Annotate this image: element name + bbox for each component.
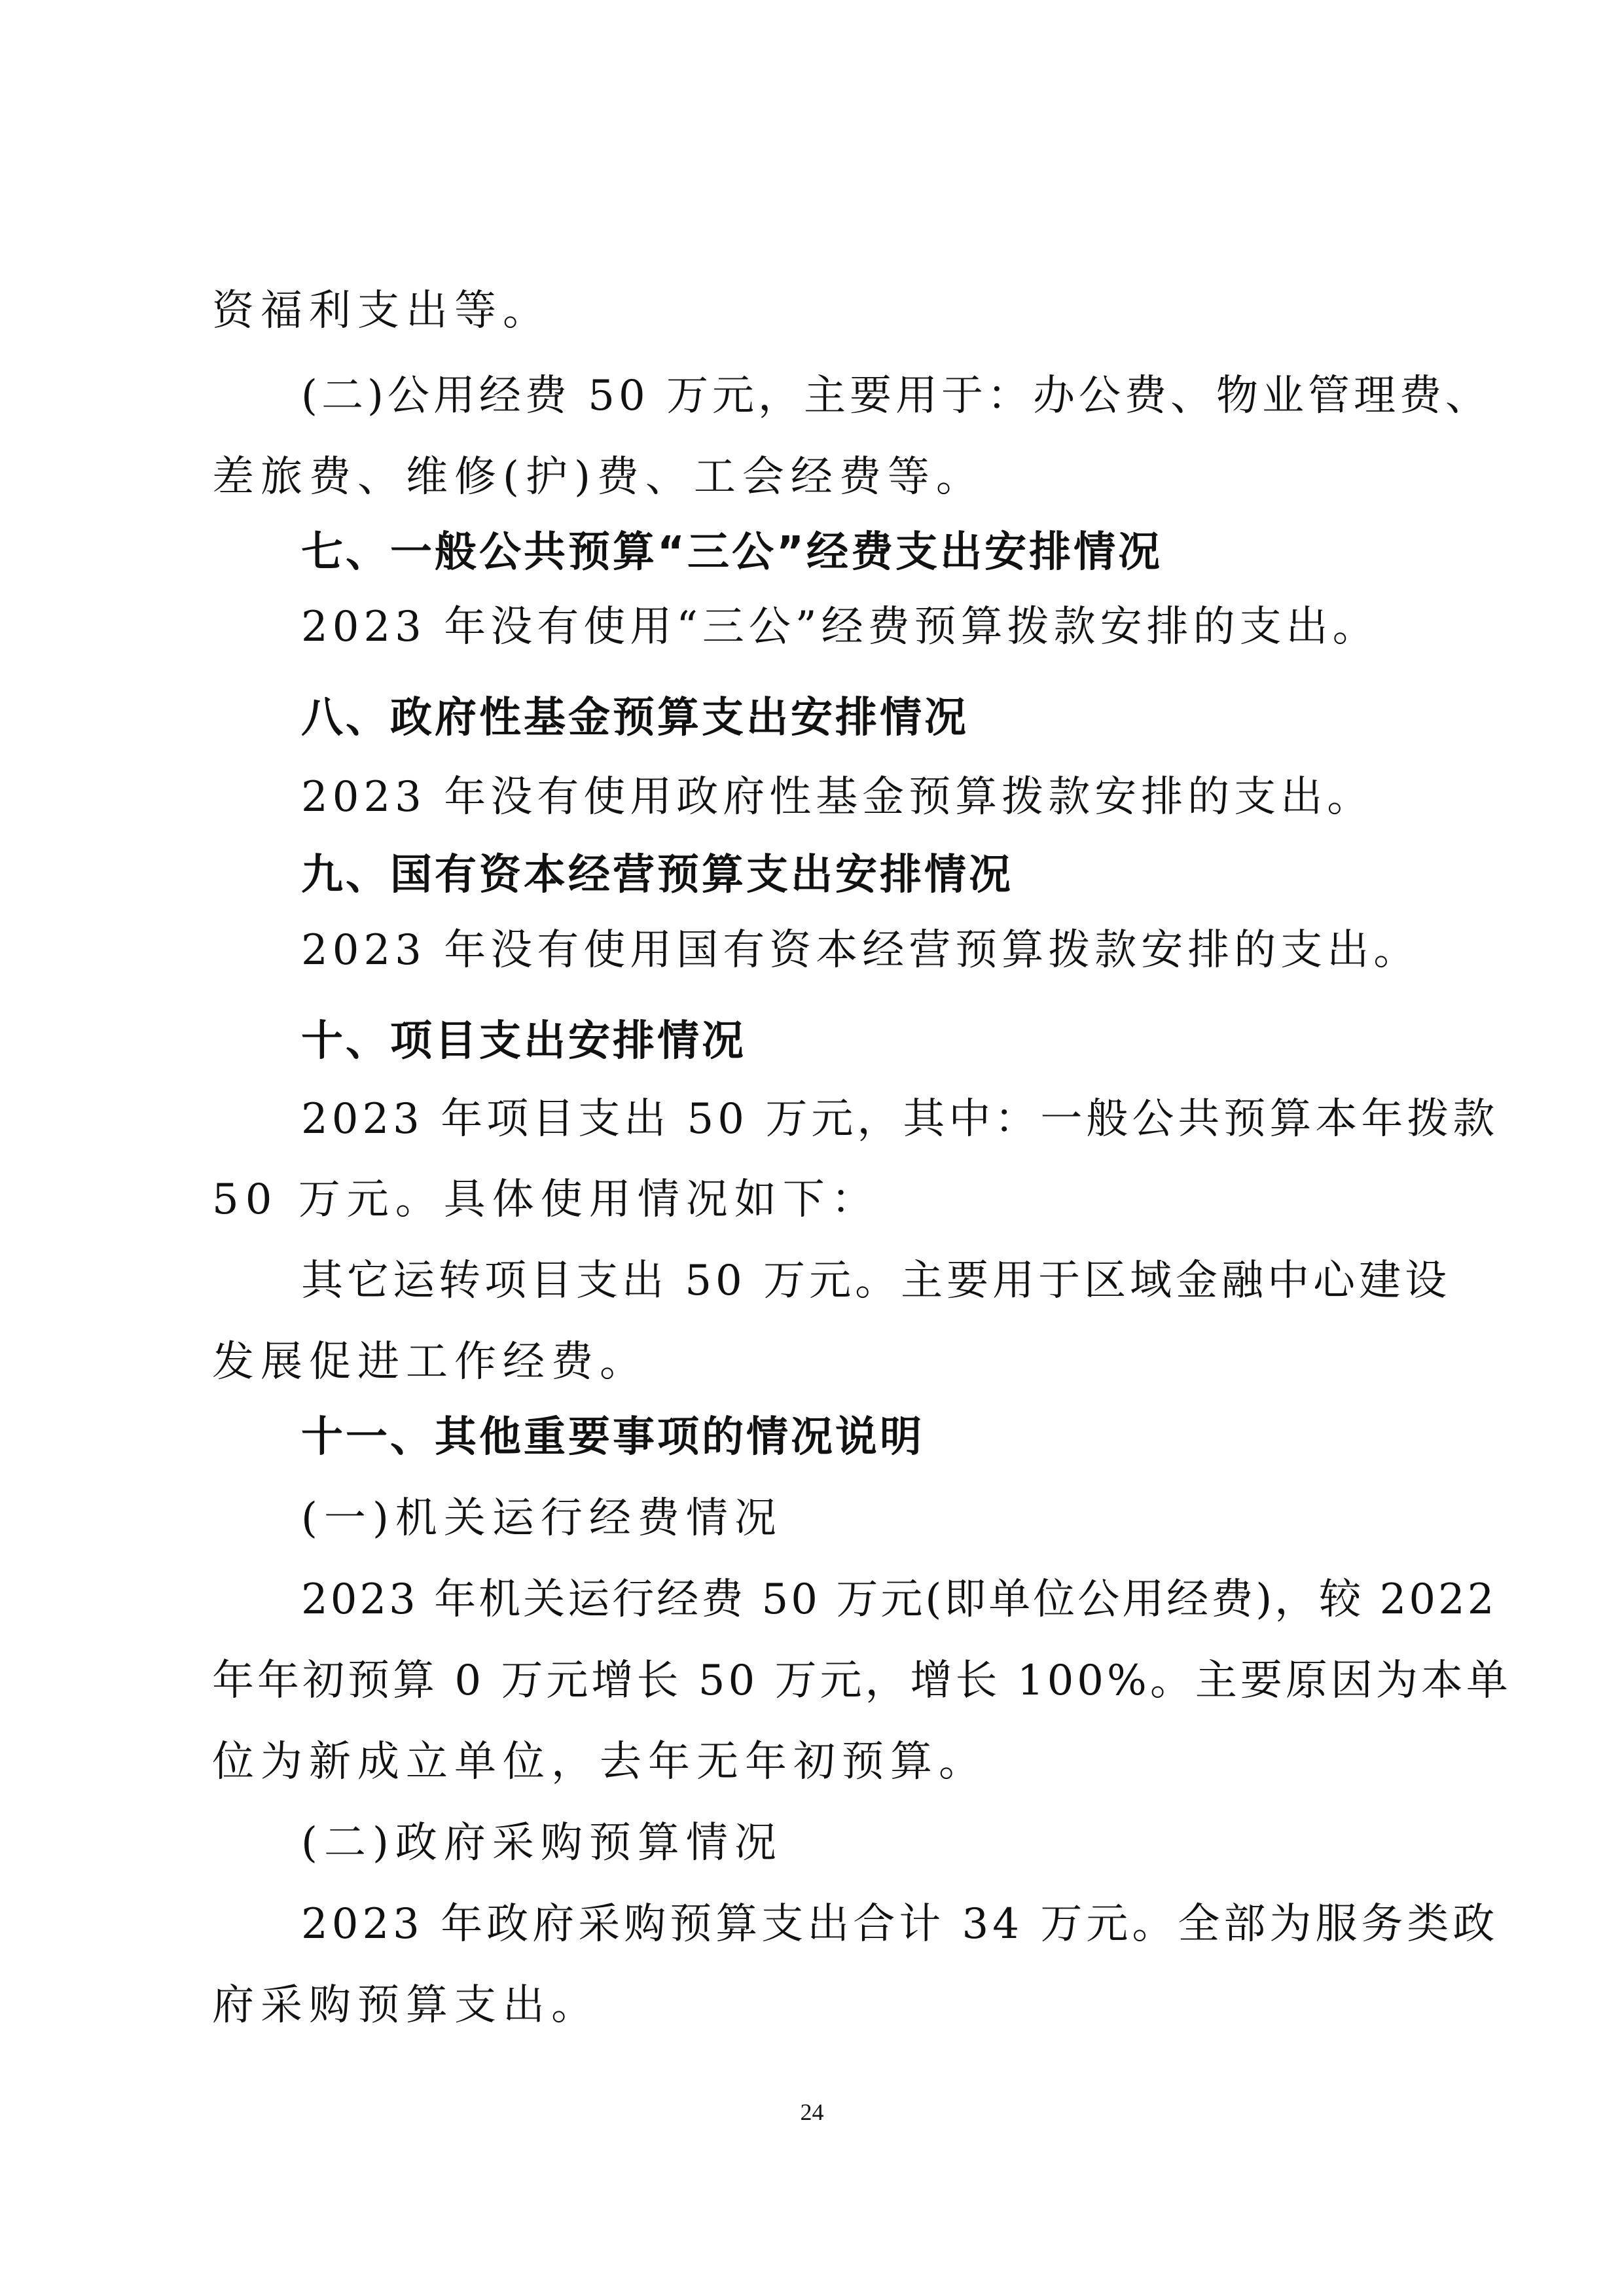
- body-text-line: 年年初预算 0 万元增长 50 万元，增长 100%。主要原因为本单: [212, 1657, 1511, 1705]
- body-text-line: 2023 年项目支出 50 万元，其中：一般公共预算本年拨款: [301, 1095, 1499, 1143]
- section-heading-10: 十、项目支出安排情况: [301, 1017, 746, 1066]
- section-heading-7: 七、一般公共预算“三公”经费支出安排情况: [301, 528, 1163, 577]
- body-text-line: 50 万元。具体使用情况如下：: [212, 1175, 880, 1224]
- section-heading-8: 八、政府性基金预算支出安排情况: [301, 694, 969, 742]
- body-text-line: (二)公用经费 50 万元，主要用于：办公费、物业管理费、: [301, 372, 1492, 420]
- body-text-line: 2023 年机关运行经费 50 万元(即单位公用经费)，较 2022: [301, 1575, 1497, 1624]
- body-text-line: 2023 年没有使用政府性基金预算拨款安排的支出。: [301, 773, 1374, 821]
- body-text-line: 位为新成立单位，去年无年初预算。: [212, 1738, 987, 1786]
- body-text-line: 2023 年政府采购预算支出合计 34 万元。全部为服务类政: [301, 1900, 1499, 1948]
- body-text-line: 其它运转项目支出 50 万元。主要用于区域金融中心建设: [301, 1257, 1451, 1305]
- body-text-line: 资福利支出等。: [212, 287, 551, 335]
- section-heading-11: 十一、其他重要事项的情况说明: [301, 1413, 924, 1462]
- body-text-line: 2023 年没有使用“三公”经费预算拨款安排的支出。: [301, 603, 1379, 651]
- subsection-heading: (二)政府采购预算情况: [301, 1819, 783, 1867]
- body-text-line: 府采购预算支出。: [212, 1981, 600, 2030]
- body-text-line: 差旅费、维修(护)费、工会经费等。: [212, 453, 984, 501]
- page-number: 24: [800, 2099, 824, 2125]
- body-text-line: 发展促进工作经费。: [212, 1338, 648, 1386]
- subsection-heading: (一)机关运行经费情况: [301, 1494, 783, 1543]
- section-heading-9: 九、国有资本经营预算支出安排情况: [301, 851, 1013, 899]
- body-text-line: 2023 年没有使用国有资本经营预算拨款安排的支出。: [301, 926, 1420, 975]
